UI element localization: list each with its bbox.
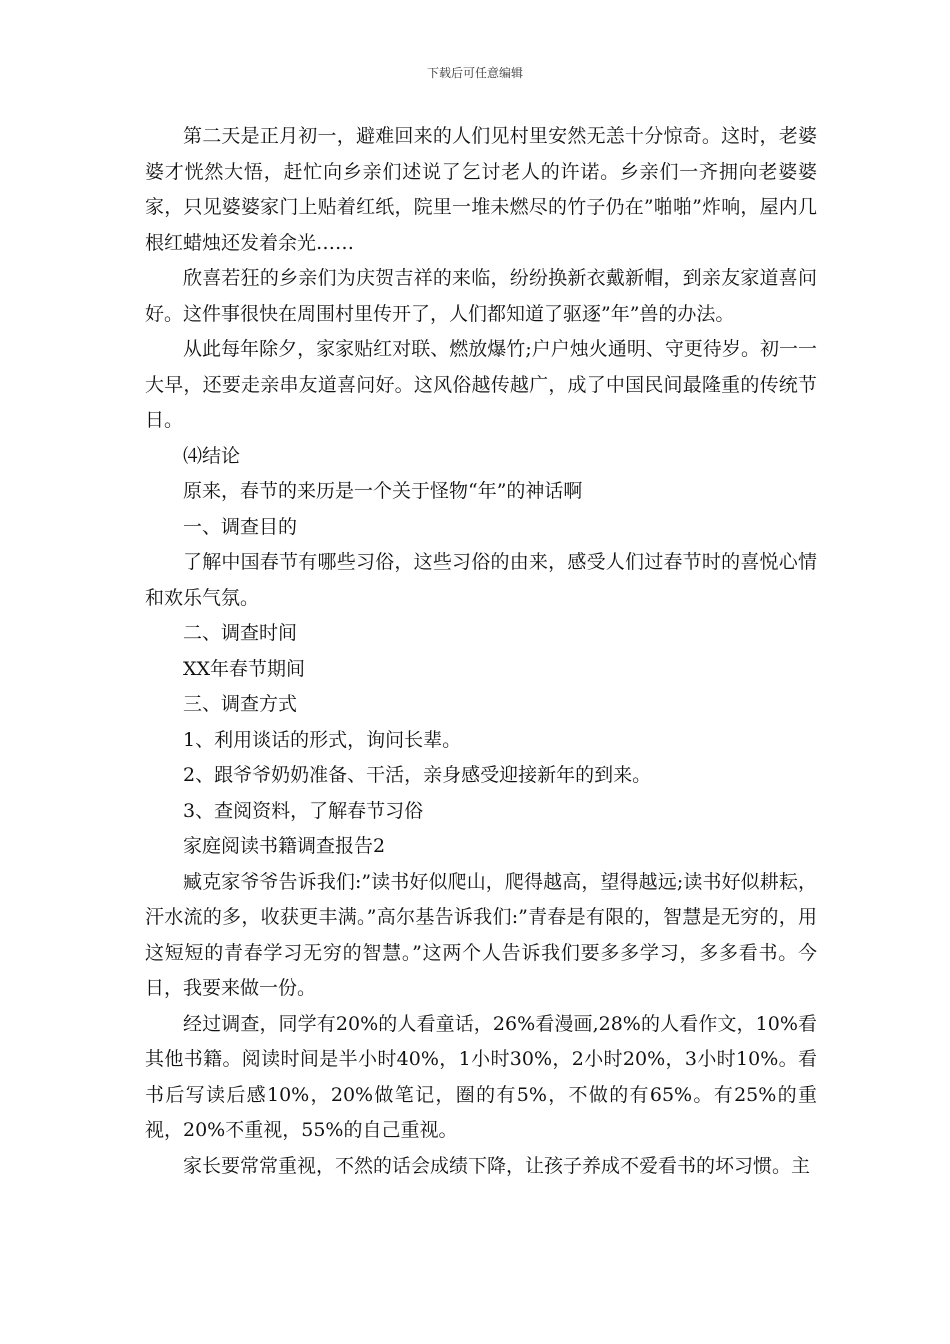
section-heading: 一、调查目的: [183, 515, 298, 538]
paragraph: 从此每年除夕，家家贴红对联、燃放爆竹;户户烛火通明、守更待岁。初一一大早，还要走亲串友道喜问好。这风俗越传越广，成了中国民间最隆重的传统节日。: [145, 338, 817, 431]
list-item: 3、查阅资料，了解春节习俗: [183, 799, 424, 822]
document-body: [145, 119, 817, 1184]
section-heading: ⑷结论: [183, 444, 241, 467]
paragraph: 家长要常常重视，不然的话会成绩下降，让孩子养成不爱看书的坏习惯。主: [183, 1154, 811, 1177]
paragraph: 经过调查，同学有20%的人看童话，26%看漫画,28%的人看作文，10%看其他书籍。阅读时间是半小时40%，1小时30%，2小时20%，3小时10%。看书后写读后感10%，20%做笔记，圈的有5%，不做的有65%。有25%的重视，20%不重视，55%的自己重视。: [145, 1012, 817, 1141]
page-header: 下载后可任意编辑: [426, 66, 523, 80]
list-item: 2、跟爷爷奶奶准备、干活，亲身感受迎接新年的到来。: [183, 764, 652, 786]
report-title: 家庭阅读书籍调查报告2: [183, 835, 386, 857]
text-line: XX年春节期间: [183, 657, 306, 680]
paragraph: 臧克家爷爷告诉我们:”读书好似爬山，爬得越高，望得越远;读书好似耕耘，汗水流的多，收获更丰满。”高尔基告诉我们:”青春是有限的，智慧是无穷的，用这短短的青春学习无穷的智慧。”这两个人告诉我们要多多学习，多多看书。今日，我要来做一份。: [145, 870, 817, 999]
section-heading: 二、调查时间: [183, 622, 298, 644]
paragraph: 了解中国春节有哪些习俗，这些习俗的由来，感受人们过春节时的喜悦心情和欢乐气氛。: [145, 551, 817, 609]
section-heading: 三、调查方式: [183, 693, 298, 715]
list-item: 1、利用谈话的形式，询问长辈。: [183, 728, 462, 751]
paragraph: 欣喜若狂的乡亲们为庆贺吉祥的来临，纷纷换新衣戴新帽，到亲友家道喜问好。这件事很快在周围村里传开了，人们都知道了驱逐”年”兽的办法。: [145, 267, 817, 325]
paragraph: 第二天是正月初一，避难回来的人们见村里安然无恙十分惊奇。这时，老婆婆才恍然大悟，赶忙向乡亲们述说了乞讨老人的许诺。乡亲们一齐拥向老婆婆家，只见婆婆家门上贴着红纸，院里一堆未燃尽的竹子仍在”啪啪”炸响，屋内几根红蜡烛还发着余光……: [145, 125, 817, 254]
text-line: 原来，春节的来历是一个关于怪物“年”的神话啊: [183, 480, 583, 502]
